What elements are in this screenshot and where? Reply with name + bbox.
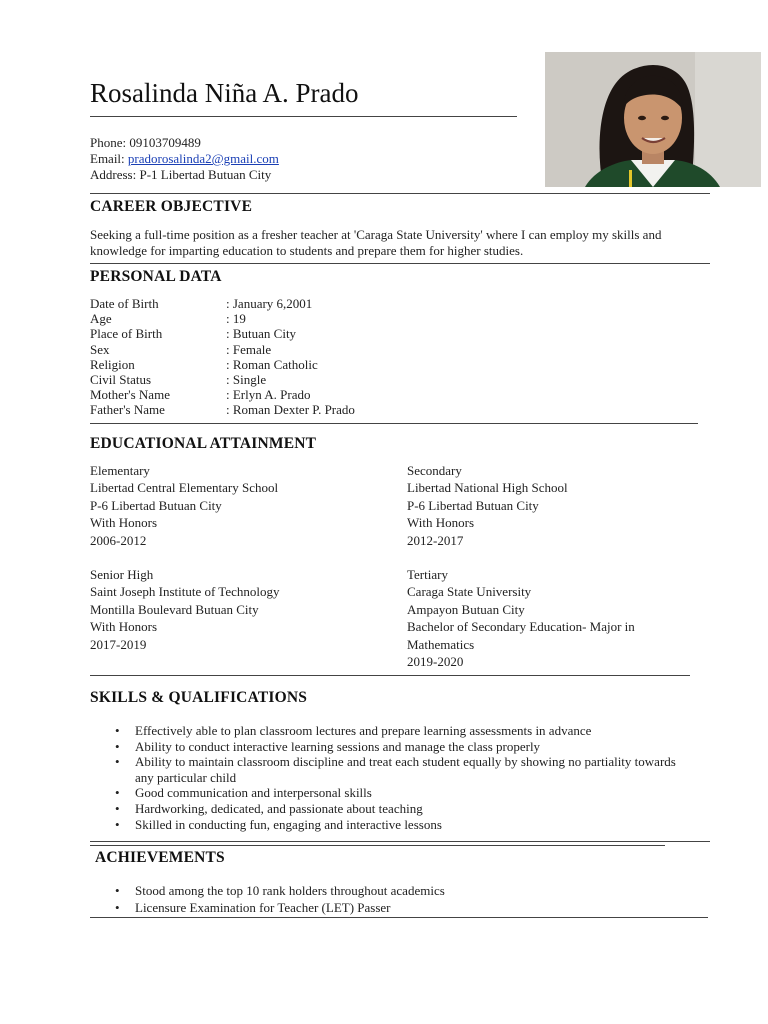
pd-row-father: Father's Name : Roman Dexter P. Prado [90,402,355,418]
pd-row-birthplace: Place of Birth : Butuan City [90,326,297,342]
pd-row-religion: Religion : Roman Catholic [90,356,318,372]
personal-data-list [90,296,355,418]
pd-row-birthdate: Date of Birth : January 6,2001 [90,296,313,311]
achievements-heading: ACHIEVEMENTS [95,849,225,866]
education-heading: EDUCATIONAL ATTAINMENT [90,435,317,452]
pd-row-age: Age : 19 [90,311,246,327]
skills-heading: SKILLS & QUALIFICATIONS [90,689,308,706]
achievements-list-wrap [90,882,690,916]
edu-tertiary: Tertiary Caraga State University Ampayon Butuan City Bachelor of Secondary Education- Major in Mathematics 2019-2020 [407,567,635,670]
phone-value: 09103709489 [129,135,201,150]
edu-elementary: Elementary Libertad Central Elementary School P-6 Libertad Butuan City With Honors 2006-2012 [90,463,279,548]
skills-divider-2 [90,845,665,846]
resume-name: Rosalinda Niña A. Prado [90,78,359,108]
pd-row-sex: Sex : Female [90,341,272,357]
list-item: • Skilled in conducting fun, engaging and interactive lessons [90,817,690,833]
list-item: • Ability to conduct interactive learning sessions and manage the class properly [90,739,690,755]
education-divider [90,675,690,676]
email-link[interactable]: pradorosalinda2@gmail.com [127,151,279,166]
contact-divider [90,193,710,194]
pd-row-civil-status: Civil Status : Single [90,372,267,388]
contact-info [90,135,279,183]
pd-row-mother: Mother's Name : Erlyn A. Prado [90,387,311,403]
achievements-list [90,882,690,916]
career-objective-text: Seeking a full-time position as a fresher teacher at 'Caraga State University' where I can employ my skills and knowledge for imparting education to students and prepare them for higher studies. [90,227,662,258]
edu-secondary: Secondary Libertad National High School P-6 Libertad Butuan City With Honors 2012-2017 [407,463,568,548]
personal-data-heading: PERSONAL DATA [90,268,222,285]
address-value: P-1 Libertad Butuan City [139,167,272,182]
skills-list [90,723,690,832]
list-item: • Ability to maintain classroom discipline and treat each student equally by showing no partiality towards any particular child [90,754,690,785]
address-line: Address: P-1 Libertad Butuan City [90,167,272,182]
email-line: Email: pradorosalinda2@gmail.com [90,151,279,166]
objective-divider [90,263,710,264]
list-item: • Effectively able to plan classroom lectures and prepare learning assessments in advance [90,723,690,739]
list-item: • Good communication and interpersonal skills [90,785,690,801]
achievements-divider [90,917,708,918]
list-item: • Stood among the top 10 rank holders throughout academics [90,882,690,899]
list-item: • Hardworking, dedicated, and passionate about teaching [90,801,690,817]
name-divider [90,116,517,117]
profile-photo [545,52,761,187]
phone-line: Phone: 09103709489 [90,135,201,150]
career-objective-heading: CAREER OBJECTIVE [90,198,253,215]
skills-list-wrap [90,723,690,832]
list-item: • Licensure Examination for Teacher (LET) Passer [90,899,690,916]
skills-divider-1 [90,841,710,842]
edu-senior-high: Senior High Saint Joseph Institute of Technology Montilla Boulevard Butuan City With Honors 2017-2019 [90,567,280,652]
personal-divider [90,423,698,424]
